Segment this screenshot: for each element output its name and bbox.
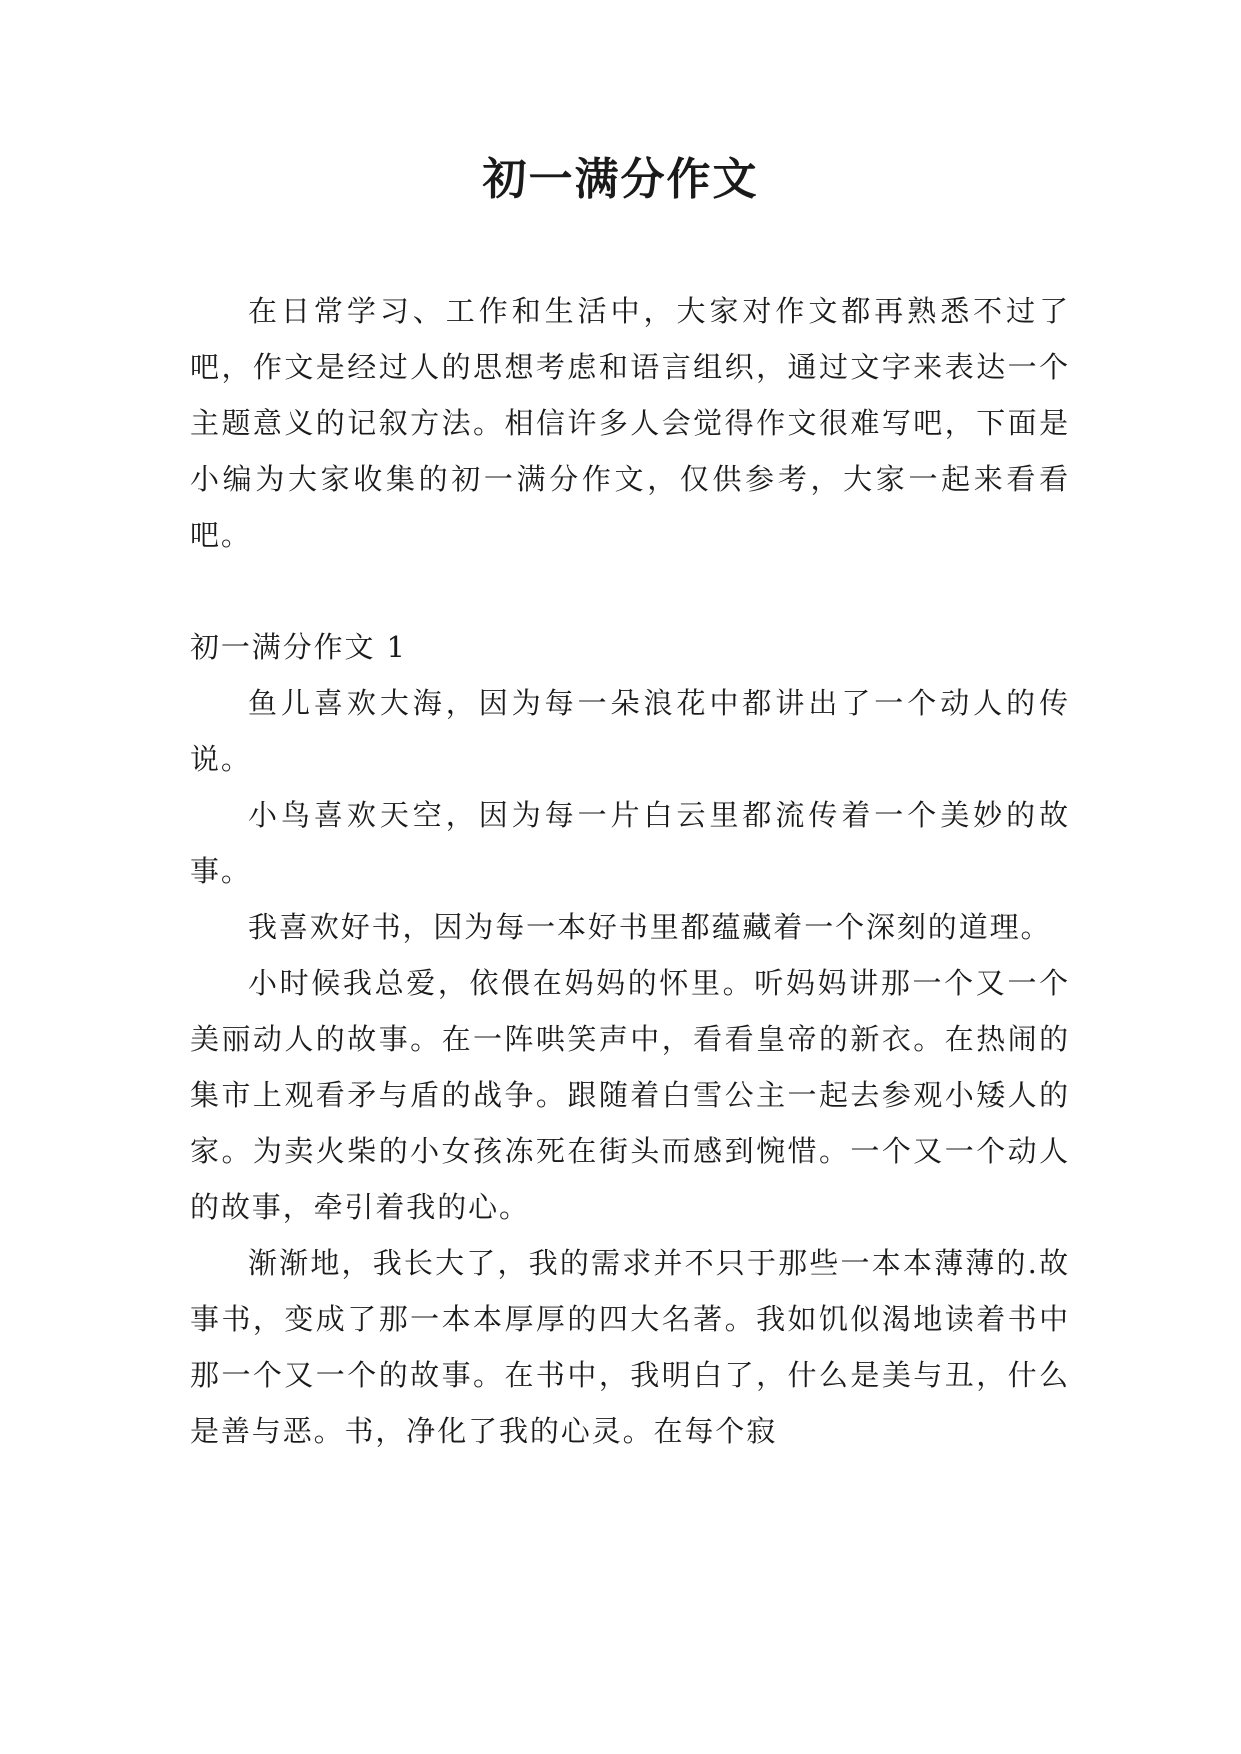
document-title: 初一满分作文 bbox=[482, 154, 759, 205]
document-body bbox=[190, 283, 1070, 1459]
body-paragraph: 我喜欢好书，因为每一本好书里都蕴藏着一个深刻的道理。 bbox=[248, 910, 1052, 944]
section-heading: 初一满分作文 1 bbox=[190, 630, 407, 664]
body-paragraph: 渐渐地，我长大了，我的需求并不只于那些一本本薄薄的.故事书，变成了那一本本厚厚的四大名著。我如饥似渴地读着书中那一个又一个的故事。在书中，我明白了，什么是美与丑，什么是善与恶。书，净化了我的心灵。在每个寂 bbox=[190, 1246, 1070, 1448]
body-paragraph: 鱼儿喜欢大海，因为每一朵浪花中都讲出了一个动人的传说。 bbox=[190, 686, 1070, 776]
body-paragraph: 小鸟喜欢天空，因为每一片白云里都流传着一个美妙的故事。 bbox=[190, 798, 1070, 888]
body-paragraph: 小时候我总爱，依偎在妈妈的怀里。听妈妈讲那一个又一个美丽动人的故事。在一阵哄笑声中，看看皇帝的新衣。在热闹的集市上观看矛与盾的战争。跟随着白雪公主一起去参观小矮人的家。为卖火柴的小女孩冻死在街头而感到惋惜。一个又一个动人的故事，牵引着我的心。 bbox=[190, 966, 1070, 1224]
intro-paragraph: 在日常学习、工作和生活中，大家对作文都再熟悉不过了吧，作文是经过人的思想考虑和语言组织，通过文字来表达一个主题意义的记叙方法。相信许多人会觉得作文很难写吧，下面是小编为大家收集的初一满分作文，仅供参考，大家一起来看看吧。 bbox=[190, 294, 1070, 552]
